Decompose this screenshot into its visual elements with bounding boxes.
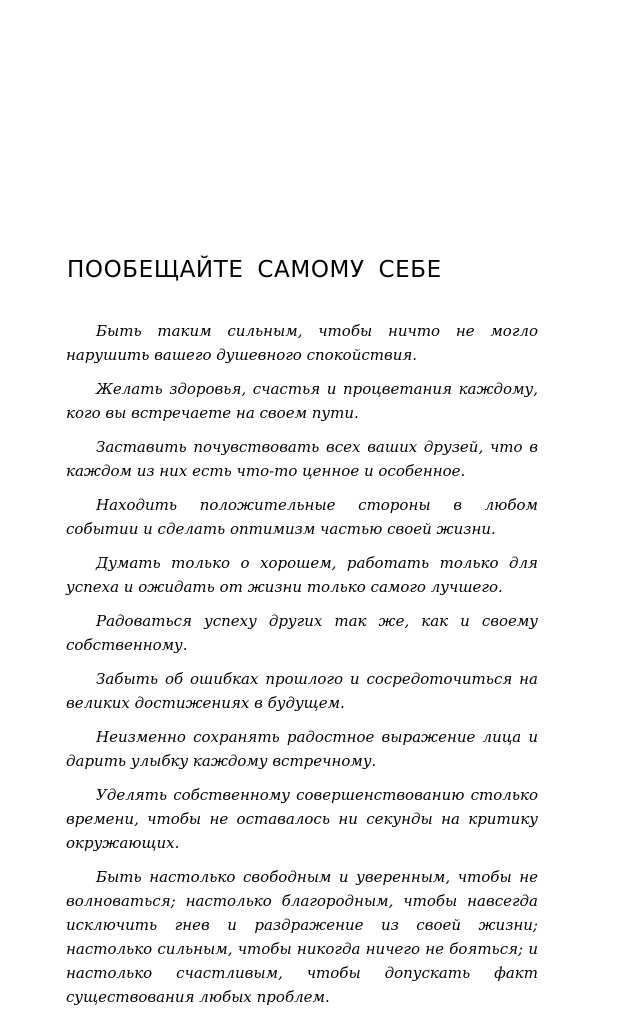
paragraph-10: Быть настолько свободным и уверенным, чтобы не волноваться; настолько благородным, чтобы навсегда исключить гнев и раздражение из своей жизни; настолько сильным, чтобы никогда ничего не бояться; и настолько счастливым, чтобы допускать факт существования любых проблем. (66, 868, 538, 1006)
chapter-title: ПООБЕЩАЙТЕ САМОМУ СЕБЕ (67, 257, 442, 283)
paragraph-6: Радоваться успеху других так же, как и своему собственному. (66, 612, 538, 654)
paragraph-7: Забыть об ошибках прошлого и сосредоточиться на великих достижениях в будущем. (66, 670, 538, 712)
paragraph-3: Заставить почувствовать всех ваших друзей, что в каждом из них есть что-то ценное и особенное. (66, 438, 538, 480)
paragraph-4: Находить положительные стороны в любом событии и сделать оптимизм частью своей жизни. (66, 496, 538, 538)
paragraph-8: Неизменно сохранять радостное выражение лица и дарить улыбку каждому встречному. (66, 728, 538, 770)
paragraph-5: Думать только о хорошем, работать только для успеха и ожидать от жизни только самого лучшего. (66, 554, 538, 596)
paragraph-9: Уделять собственному совершенствованию столько времени, чтобы не оставалось ни секунды на критику окружающих. (66, 786, 538, 852)
paragraph-1: Быть таким сильным, чтобы ничто не могло нарушить вашего душевного спокойствия. (66, 322, 538, 364)
promise-list (66, 319, 538, 1019)
paragraph-2: Желать здоровья, счастья и процветания каждому, кого вы встречаете на своем пути. (66, 380, 538, 422)
